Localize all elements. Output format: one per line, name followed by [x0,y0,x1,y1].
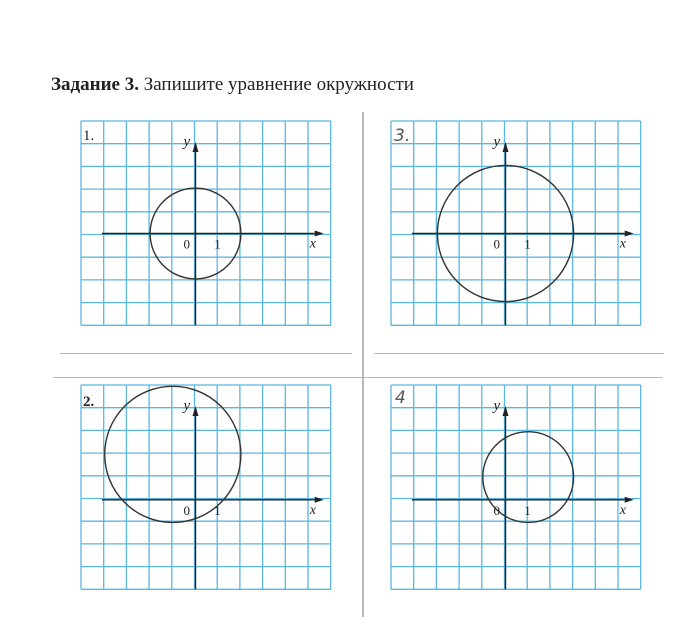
unit-label: 1 [214,236,221,252]
graph-panel-4 [390,384,644,594]
x-axis-arrow [315,497,324,503]
panel-label-4: 4 [395,388,406,408]
origin-label: 0 [183,502,190,518]
graph-panel-2 [80,384,334,594]
circle [105,386,241,522]
unit-label: 1 [524,502,531,518]
task-number: Задание 3. [51,74,139,95]
graph-svg-2 [80,384,334,594]
origin-label: 0 [183,236,190,252]
y-axis-label: y [493,398,501,414]
y-axis-label: y [493,134,501,150]
y-axis-label: y [183,398,191,414]
panel-label-1: 1. [83,128,95,144]
vertical-divider [362,112,364,617]
divider-top-right [374,353,664,354]
x-axis-label: x [309,236,316,252]
panel-label-3: 3. [394,126,411,146]
origin-label: 0 [493,236,500,252]
unit-label: 1 [214,502,221,518]
x-axis-arrow [315,231,324,237]
graph-panel-3 [390,120,644,330]
origin-label: 0 [493,502,500,518]
panel-label-2: 2. [83,394,95,410]
graph-svg-3 [390,120,644,330]
x-axis-label: x [619,502,626,518]
x-axis-arrow [625,231,634,237]
task-instruction: Запишите уравнение окружности [143,74,414,95]
graph-svg-4 [390,384,644,594]
x-axis-label: x [619,236,626,252]
graph-panel-1 [80,120,334,330]
graph-svg-1 [80,120,334,330]
divider-mid [53,377,663,378]
x-axis-arrow [625,497,634,503]
divider-top-left [60,353,352,354]
x-axis-label: x [309,502,316,518]
y-axis-label: y [183,134,191,150]
task-heading [51,74,414,96]
unit-label: 1 [524,236,531,252]
